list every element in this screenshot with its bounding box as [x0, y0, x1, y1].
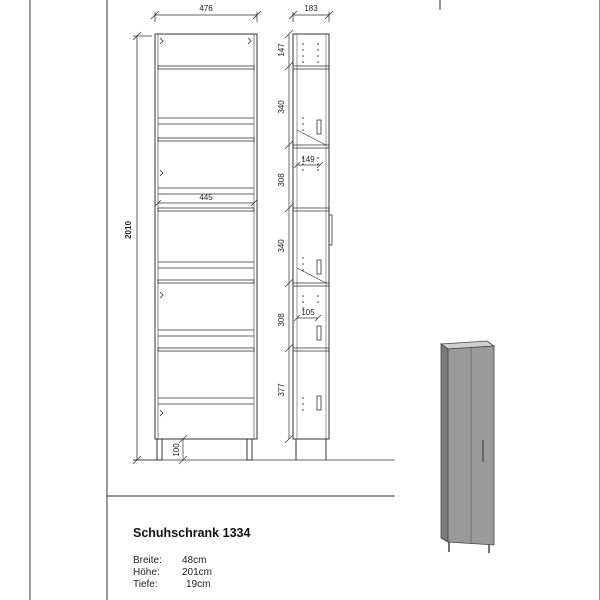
compartment-label-5: 308	[277, 313, 286, 327]
foot-height-label: 100	[172, 443, 181, 457]
compartment-label-6: 377	[277, 383, 286, 397]
height-dimension-line	[133, 32, 160, 464]
height-total-label: 2010	[124, 221, 133, 239]
compartment-label-4: 340	[277, 239, 286, 253]
product-title: Schuhschrank 1334	[133, 526, 251, 540]
shelves	[158, 66, 254, 404]
cabinet-outline	[155, 34, 257, 439]
depth-side-label: 183	[304, 4, 318, 13]
cabinet-illustration	[441, 341, 494, 553]
depth-149-label: 149	[301, 155, 315, 164]
side-view	[277, 4, 333, 460]
compartment-dimension-lines	[285, 30, 293, 443]
frame	[30, 0, 600, 600]
side-feet	[296, 439, 326, 460]
spec-value-height: 201cm	[182, 567, 213, 578]
spec-label-depth: Tiefe:	[133, 579, 158, 590]
spec-value-depth: 19cm	[186, 579, 211, 590]
hinges	[160, 38, 251, 416]
width-front-label: 476	[199, 4, 213, 13]
spec-value-width: 48cm	[182, 555, 207, 566]
inner-width-label: 445	[199, 193, 213, 202]
depth-105-label: 105	[301, 308, 315, 317]
compartment-label-3: 308	[277, 173, 286, 187]
spec-label-height: Höhe:	[133, 567, 160, 578]
spec-label-width: Breite:	[133, 555, 162, 566]
hole-patterns	[302, 43, 319, 411]
compartment-label-2: 340	[277, 100, 286, 114]
front-view	[124, 4, 395, 464]
compartment-label-1: 147	[277, 43, 286, 57]
side-outline	[293, 34, 329, 439]
